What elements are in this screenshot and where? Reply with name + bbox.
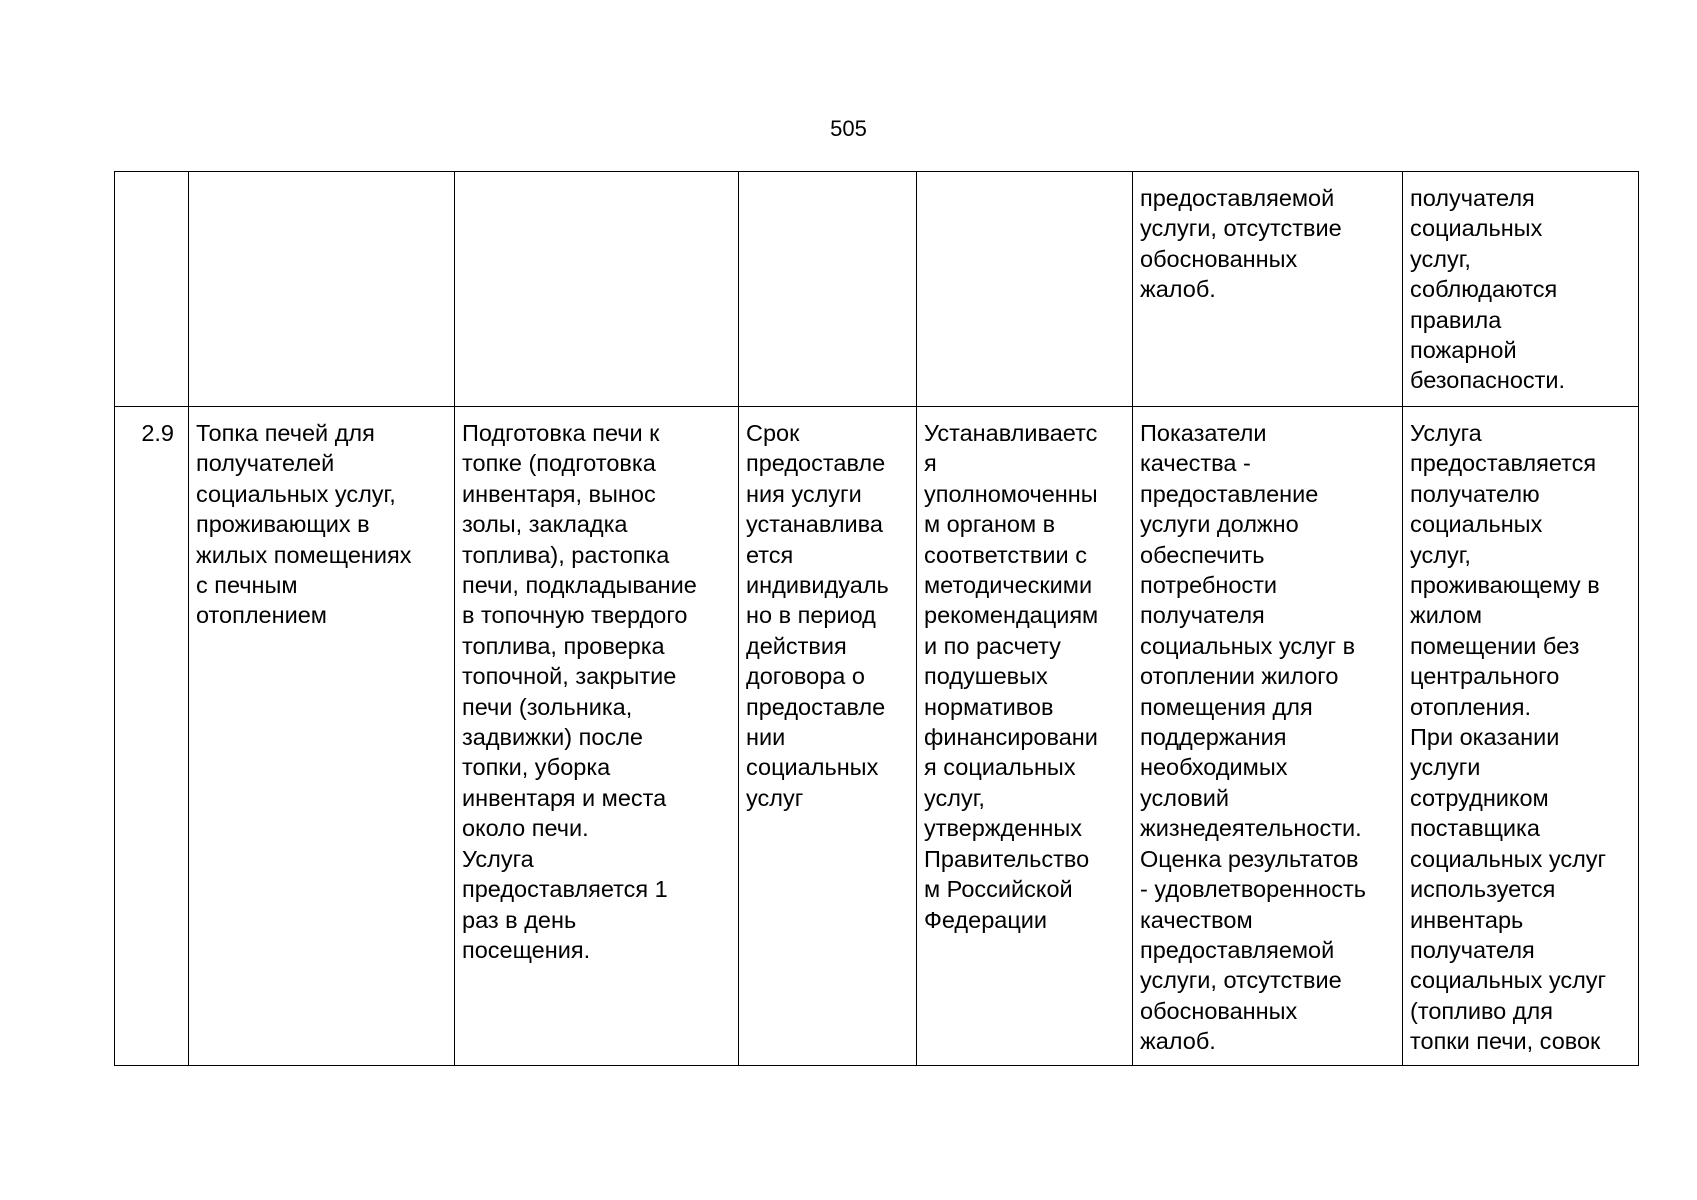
cell-text-line: потребности — [1140, 572, 1278, 599]
cell-text-line: финансировани — [924, 724, 1098, 751]
cell-text-line: действия — [746, 632, 847, 659]
cell-text-line: топочной, закрытие — [462, 663, 677, 690]
cell-text-line: методическими — [924, 572, 1093, 599]
cell-text-line: услуг — [746, 784, 804, 811]
cell-text-line: золы, закладка — [462, 511, 628, 538]
cell-text-line: услуги должно — [1140, 511, 1299, 538]
cell-text-line: Срок — [746, 420, 800, 446]
cell-text-line: м органом в — [924, 511, 1056, 538]
cell-text-line: рекомендациям — [924, 602, 1099, 629]
cell-text-line: социальных услуг — [1410, 845, 1607, 872]
cell-text-line: печи, подкладывание — [462, 572, 697, 599]
cell-text-line: - удовлетворенность — [1140, 876, 1367, 903]
service-term-cell — [739, 172, 917, 407]
cell-text-line: раз в день — [462, 906, 577, 933]
cell-text-line: сотрудником — [1410, 784, 1549, 811]
table-row — [115, 407, 1639, 1066]
cell-text-line: отоплении жилого — [1140, 663, 1339, 690]
cell-text-line: социальных услуг, — [196, 480, 396, 507]
cell-text-line: получателя — [1410, 936, 1535, 963]
service-price-cell — [917, 407, 1133, 1066]
cell-text-line: я — [924, 450, 937, 477]
cell-text-line: услуг, — [924, 784, 985, 811]
service-name-cell — [189, 172, 455, 407]
cell-text-line: жалоб. — [1140, 276, 1216, 303]
cell-text-line: условий — [1140, 784, 1230, 811]
cell-text-line: (топливо для — [1410, 997, 1553, 1024]
cell-text-line: При оказании — [1410, 724, 1560, 751]
quality-indicators-cell — [1133, 172, 1403, 407]
quality-indicators-cell — [1133, 407, 1403, 1066]
cell-text-line: услуг, — [1410, 541, 1471, 568]
cell-text-line: предоставляемой — [1140, 936, 1335, 963]
cell-text-line: получателю — [1410, 480, 1540, 507]
cell-text-line: печи (зольника, — [462, 693, 633, 720]
cell-text-line: м Российской — [924, 876, 1073, 903]
cell-text-line: индивидуаль — [746, 572, 889, 599]
cell-text-line: договора о — [746, 663, 865, 690]
table-row — [115, 172, 1639, 407]
cell-text-line: услуги — [1410, 754, 1481, 781]
cell-text-line: устанавлива — [746, 511, 883, 538]
cell-text-line: ется — [746, 541, 794, 568]
row-number: 2.9 — [141, 420, 174, 446]
cell-text-line: поддержания — [1140, 724, 1287, 751]
cell-text-line: отопления. — [1410, 693, 1531, 720]
cell-text-line: качества - — [1140, 450, 1251, 477]
cell-text-line: предоставляется — [1410, 450, 1597, 477]
cell-text-line: ния услуги — [746, 480, 862, 507]
cell-text-line: соблюдаются — [1410, 276, 1558, 303]
service-conditions-cell — [1403, 172, 1639, 407]
cell-text-line: подушевых — [924, 663, 1048, 690]
cell-text-line: получателя — [1410, 185, 1535, 211]
cell-text-line: Оценка результатов — [1140, 845, 1359, 872]
service-content-cell — [455, 172, 739, 407]
cell-text-line: нормативов — [924, 693, 1054, 720]
cell-text-line: социальных — [1410, 215, 1543, 242]
cell-text-line: я социальных — [924, 754, 1076, 781]
cell-text-line: получателей — [196, 450, 335, 477]
cell-text-line: нии — [746, 724, 786, 751]
service-term-cell — [739, 407, 917, 1066]
cell-text-line: посещения. — [462, 936, 591, 963]
row-number-cell — [115, 172, 189, 407]
cell-text-line: поставщика — [1410, 815, 1540, 842]
row-number-cell — [115, 407, 189, 1066]
cell-text-line: уполномоченны — [924, 480, 1098, 507]
cell-text-line: около печи. — [462, 815, 589, 842]
cell-text-line: Показатели — [1140, 420, 1267, 446]
cell-text-line: получателя — [1140, 602, 1265, 629]
cell-text-line: социальных — [1410, 511, 1543, 538]
cell-text-line: Услуга — [462, 845, 534, 872]
cell-text-line: Услуга — [1410, 420, 1482, 446]
cell-text-line: социальных — [746, 754, 879, 781]
cell-text-line: услуги, отсутствие — [1140, 215, 1342, 242]
cell-text-line: топки, уборка — [462, 754, 611, 781]
cell-text-line: инвентаря и места — [462, 784, 667, 811]
cell-text-line: соответствии с — [924, 541, 1087, 568]
cell-text-line: предоставле — [746, 450, 886, 477]
cell-text-line: жилых помещениях — [196, 541, 412, 568]
cell-text-line: Устанавливаетс — [924, 420, 1098, 446]
cell-text-line: утвержденных — [924, 815, 1082, 842]
cell-text-line: в топочную твердого — [462, 602, 688, 629]
cell-text-line: помещении без — [1410, 632, 1580, 659]
cell-text-line: с печным — [196, 572, 298, 599]
cell-text-line: проживающих в — [196, 511, 370, 538]
cell-text-line: необходимых — [1140, 754, 1288, 781]
cell-text-line: проживающему в — [1410, 572, 1600, 599]
service-name-cell — [189, 407, 455, 1066]
service-content-cell — [455, 407, 739, 1066]
cell-text-line: используется — [1410, 876, 1556, 903]
cell-text-line: инвентаря, вынос — [462, 480, 656, 507]
cell-text-line: Топка печей для — [196, 420, 375, 446]
cell-text-line: топки печи, совок — [1410, 1028, 1601, 1055]
cell-text-line: обоснованных — [1140, 245, 1298, 272]
cell-text-line: Федерации — [924, 906, 1048, 933]
cell-text-line: топке (подготовка — [462, 450, 656, 477]
cell-text-line: пожарной — [1410, 337, 1517, 364]
cell-text-line: услуги, отсутствие — [1140, 967, 1342, 994]
cell-text-line: топлива), растопка — [462, 541, 670, 568]
page-number: 505 — [830, 116, 867, 141]
service-price-cell — [917, 172, 1133, 407]
cell-text-line: и по расчету — [924, 632, 1061, 659]
cell-text-line: Правительство — [924, 845, 1090, 872]
cell-text-line: социальных услуг — [1410, 967, 1607, 994]
cell-text-line: инвентарь — [1410, 906, 1524, 933]
cell-text-line: жизнедеятельности. — [1140, 815, 1362, 842]
cell-text-line: предоставление — [1140, 480, 1319, 507]
cell-text-line: жалоб. — [1140, 1028, 1216, 1055]
cell-text-line: центрального — [1410, 663, 1560, 690]
cell-text-line: помещения для — [1140, 693, 1313, 720]
cell-text-line: безопасности. — [1410, 367, 1566, 394]
cell-text-line: социальных услуг в — [1140, 632, 1356, 659]
cell-text-line: услуг, — [1410, 245, 1471, 272]
cell-text-line: предоставляется 1 — [462, 876, 668, 903]
cell-text-line: Подготовка печи к — [462, 420, 660, 446]
cell-text-line: топлива, проверка — [462, 632, 665, 659]
cell-text-line: качеством — [1140, 906, 1253, 933]
cell-text-line: отоплением — [196, 602, 327, 629]
cell-text-line: обеспечить — [1140, 541, 1265, 568]
cell-text-line: но в период — [746, 602, 876, 629]
cell-text-line: обоснованных — [1140, 997, 1298, 1024]
service-conditions-cell — [1403, 407, 1639, 1066]
cell-text-line: жилом — [1410, 602, 1483, 629]
cell-text-line: правила — [1410, 306, 1502, 333]
services-table — [114, 171, 1639, 1066]
cell-text-line: предоставле — [746, 693, 886, 720]
cell-text-line: задвижки) после — [462, 724, 643, 751]
cell-text-line: предоставляемой — [1140, 185, 1335, 211]
